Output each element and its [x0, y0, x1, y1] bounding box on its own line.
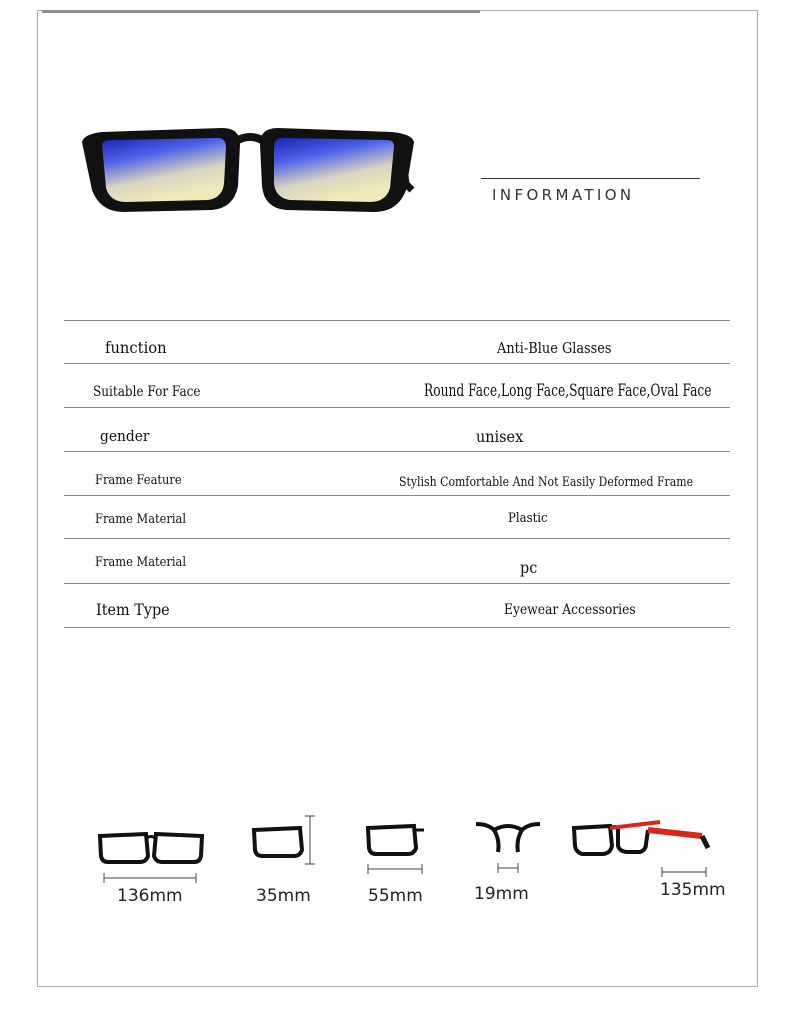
dimension-label: 55mm: [368, 886, 423, 906]
dimension-diagrams: [0, 800, 790, 930]
table-rule: [64, 363, 730, 364]
lens-width-diagram: [364, 822, 426, 880]
spec-value: pc: [520, 558, 538, 577]
table-rule: [64, 495, 730, 496]
spec-label: function: [105, 338, 167, 357]
spec-value: Round Face,Long Face,Square Face,Oval Face: [424, 381, 712, 401]
dimension-label: 19mm: [474, 884, 529, 904]
table-rule: [64, 407, 730, 408]
spec-label: Frame Material: [95, 512, 186, 527]
spec-label: gender: [100, 427, 150, 445]
table-rule: [64, 583, 730, 584]
spec-value: Anti-Blue Glasses: [497, 339, 612, 357]
section-title: INFORMATION: [492, 186, 635, 204]
temple-length-diagram: [570, 818, 716, 882]
lens-height-diagram: [250, 812, 320, 868]
dimension-label: 35mm: [256, 886, 311, 906]
table-rule: [64, 627, 730, 628]
spec-value: unisex: [476, 427, 524, 446]
spec-value: Eyewear Accessories: [504, 602, 636, 618]
dimension-label: 135mm: [660, 880, 726, 900]
spec-value: Stylish Comfortable And Not Easily Deformed Frame: [399, 475, 694, 490]
frame-width-diagram: [96, 828, 208, 888]
spec-value: Plastic: [508, 511, 548, 526]
spec-label: Frame Material: [95, 555, 186, 570]
info-divider: [481, 178, 700, 179]
dimension-label: 136mm: [117, 886, 183, 906]
table-rule: [64, 320, 730, 321]
bridge-width-diagram: [474, 818, 544, 874]
spec-label: Frame Feature: [95, 473, 182, 488]
table-rule: [64, 538, 730, 539]
top-accent-bar: [42, 10, 480, 13]
spec-label: Suitable For Face: [93, 384, 201, 400]
spec-label: Item Type: [96, 600, 170, 619]
glasses-product-image: [72, 110, 422, 230]
table-rule: [64, 451, 730, 452]
